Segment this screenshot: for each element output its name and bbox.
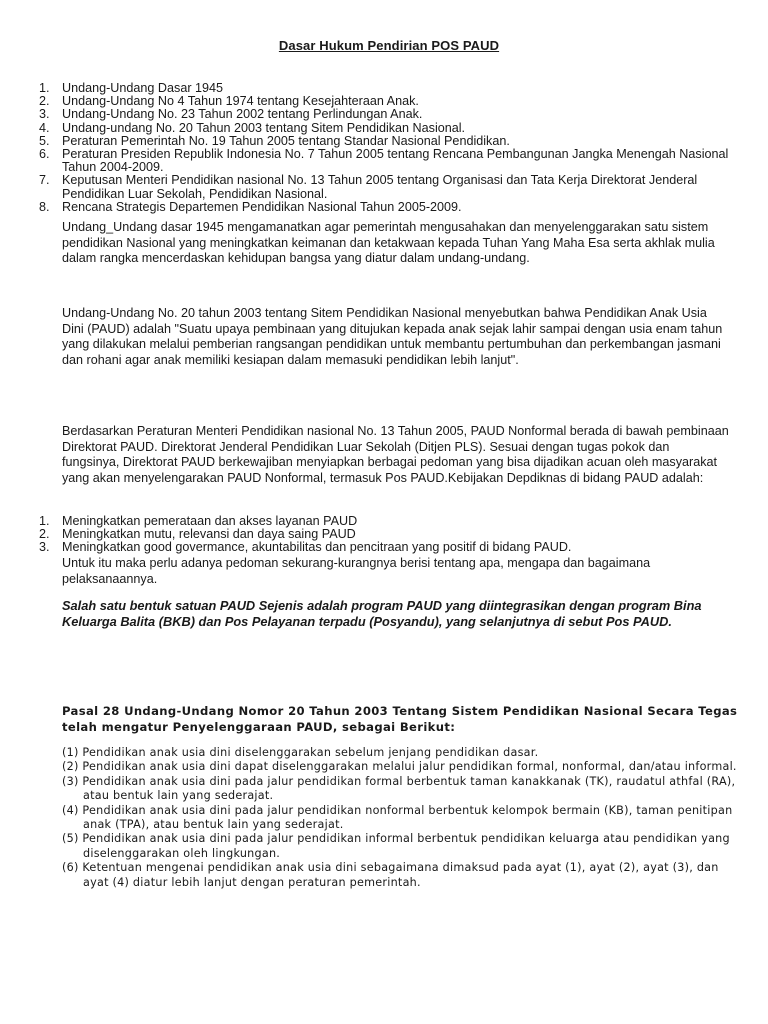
paragraph-permen-13-2005: Berdasarkan Peraturan Menteri Pendidikan nasional No. 13 Tahun 2005, PAUD Nonformal berada di bawah pembinaan Direktorat PAUD. Direktorat Jenderal Pendidikan Luar Sekolah (Ditjen PLS). Sesuai dengan tugas pokok dan fungsinya, Direktorat PAUD berkewajiban menyiapkan berbagai pedoman yang bisa dijadikan acuan oleh masyarakat yang akan menyelengarakan PAUD Nonformal, termasuk Pos PAUD.Kebijakan Depdiknas di bidang PAUD adalah: [62,424,729,485]
list-item: (4) Pendidikan anak usia dini pada jalur pendidikan nonformal berbentuk kelompok bermain (KB), taman penitipan anak (TPA), atau bentuk lain yang sederajat. [62,803,733,832]
list-item: 1. Meningkatkan pemerataan dan akses layanan PAUD [39,514,358,528]
list-item: 4. Undang-undang No. 20 Tahun 2003 tentang Sitem Pendidikan Nasional. [39,120,466,135]
pasal-28-list [62,746,742,890]
policy-list [39,515,729,555]
list-item: 3. Undang-Undang No. 23 Tahun 2002 tentang Perlindungan Anak. [39,107,423,122]
document-title: Dasar Hukum Pendirian POS PAUD [278,38,500,53]
list-item: 1. Undang-Undang Dasar 1945 [39,81,224,95]
list-item: (6) Ketentuan mengenai pendidikan anak usia dini sebagaimana dimaksud pada ayat (1), ayat (2), ayat (3), dan ayat (4) diatur lebih lanjut dengan peraturan pemerintah. [62,861,719,889]
list-item: (5) Pendidikan anak usia dini pada jalur pendidikan informal berbentuk pendidikan keluarga atau pendidikan yang diselenggarakan oleh lingkungan. [62,832,730,860]
pasal-28-heading: Pasal 28 Undang-Undang Nomor 20 Tahun 2003 Tentang Sistem Pendidikan Nasional Secara Tegas telah mengatur Penyelenggaraan PAUD, sebagai Berikut: [62,704,738,734]
list-item: 7. Keputusan Menteri Pendidikan nasional No. 13 Tahun 2005 tentang Organisasi dan Tata Kerja Direktorat Jenderal Pendidikan Luar Sekolah, Pendidikan Nasional. [39,173,698,201]
list-item: (3) Pendidikan anak usia dini pada jalur pendidikan formal berbentuk taman kanakkanak (TK), raudatul athfal (RA), atau bentuk lain yang sederajat. [62,774,736,803]
list-item: 2. Undang-Undang No 4 Tahun 1974 tentang Kesejahteraan Anak. [39,94,419,109]
paragraph-pos-paud-definition: Salah satu bentuk satuan PAUD Sejenis adalah program PAUD yang diintegrasikan dengan program Bina Keluarga Balita (BKB) dan Pos Pelayanan terpadu (Posyandu), yang selanjutnya di sebut Pos PAUD. [62,598,702,629]
list-item: 6. Peraturan Presiden Republik Indonesia No. 7 Tahun 2005 tentang Rencana Pembangunan Jangka Menengah Nasional Tahun 2004-2009. [39,147,729,175]
paragraph-uu-20-2003: Undang-Undang No. 20 tahun 2003 tentang Sitem Pendidikan Nasional menyebutkan bahwa Pendidikan Anak Usia Dini (PAUD) adalah "Suatu upaya pembinaan yang ditujukan kepada anak sejak lahir sampai dengan usia enam tahun yang dilakukan melalui pemberian rangsangan pendidikan untuk membantu pertumbuhan dan perkembangan jasmani dan rohani agar anak memiliki kesiapan dalam memasuki pendidikan lebih lanjut". [62,306,723,367]
list-item: 3. Meningkatkan good govermance, akuntabilitas dan pencitraan yang positif di bidang PAUD. [39,540,572,555]
paragraph-uud-1945: Undang_Undang dasar 1945 mengamanatkan agar pemerintah mengusahakan dan menyelenggarakan satu sistem pendidikan Nasional yang meningkatkan keimanan dan ketakwaan kepada Tuhan Yang Maha Esa serta akhlak mulia dalam rangka mencerdaskan kehidupan bangsa yang diatur dalam undang-undang. [62,220,715,266]
list-item: 5. Peraturan Pemerintah No. 19 Tahun 2005 tentang Standar Nasional Pendidikan. [39,133,510,148]
legal-bases-list [39,82,729,214]
list-item: (1) Pendidikan anak usia dini diselenggarakan sebelum jenjang pendidikan dasar. [62,746,539,759]
list-item: 8. Rencana Strategis Departemen Pendidikan Nasional Tahun 2005-2009. [39,199,462,214]
paragraph-pedoman: Untuk itu maka perlu adanya pedoman sekurang-kurangnya berisi tentang apa, mengapa dan bagaimana pelaksanaannya. [62,556,651,586]
list-item: (2) Pendidikan anak usia dini dapat diselenggarakan melalui jalur pendidikan formal, nonformal, dan/atau informal. [62,760,737,774]
list-item: 2. Meningkatkan mutu, relevansi dan daya saing PAUD [39,527,356,542]
